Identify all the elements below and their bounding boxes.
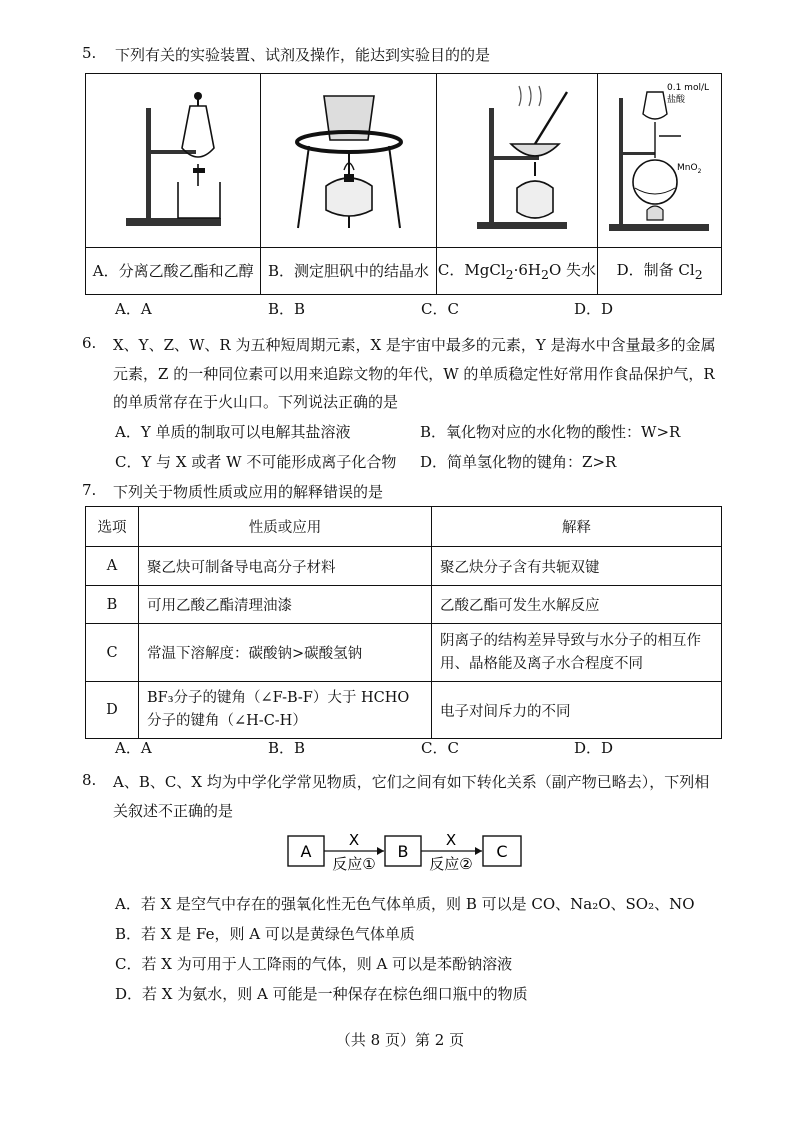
q7-row-c-property: 常温下溶解度：碳酸钠>碳酸氢钠 <box>139 624 432 682</box>
acid-name-label: 盐酸 <box>666 95 685 106</box>
crucible-on-tripod-burner-icon <box>274 78 424 238</box>
box-b-label: B <box>397 842 409 861</box>
q5-cell-b-image <box>261 74 436 248</box>
acid-concentration-label: 0.1 mol/L <box>666 83 709 94</box>
q6-option-c[interactable]: C．Y 与 X 或者 W 不可能形成离子化合物 <box>115 453 397 471</box>
q7-choice-c[interactable]: C．C <box>421 739 459 757</box>
q6-stem-line-2: 元素，Z 的一种同位素可以用来追踪文物的年代，W 的单质稳定性好常用作食品保护气，R <box>113 365 715 383</box>
q7-row-b-option: B <box>86 586 139 624</box>
q5-stem: 下列有关的实验装置、试剂及操作，能达到实验目的的是 <box>115 46 491 64</box>
q7-row-a-explanation: 聚乙炔分子含有共轭双键 <box>432 547 722 586</box>
q6-stem-line-1: X、Y、Z、W、R 为五种短周期元素，X 是宇宙中最多的元素，Y 是海水中含量最多的金属 <box>113 336 716 354</box>
q7-row-a-property: 聚乙炔可制备导电高分子材料 <box>139 547 432 586</box>
mno2-label: MnO <box>676 163 698 174</box>
q8-stem-line-1: A、B、C、X 均为中学化学常见物质，它们之间有如下转化关系（副产物已略去），下列相 <box>113 773 710 791</box>
q7-row-b-explanation: 乙酸乙酯可发生水解反应 <box>432 586 722 624</box>
q5-cell-d-image <box>598 74 722 248</box>
q6-option-d[interactable]: D．简单氢化物的键角：Z>R <box>420 453 617 471</box>
q5-cell-a-image <box>86 74 261 248</box>
box-c-label: C <box>496 842 508 861</box>
q7-header-explanation: 解释 <box>432 507 722 547</box>
q5-apparatus-table <box>85 73 722 295</box>
q6-option-a[interactable]: A．Y 单质的制取可以电解其盐溶液 <box>115 423 351 441</box>
arrow2-reagent: X <box>445 831 457 849</box>
q8-option-d[interactable]: D．若 X 为氨水，则 A 可能是一种保存在棕色细口瓶中的物质 <box>115 985 528 1003</box>
table-row <box>86 682 722 739</box>
q8-stem-line-2: 关叙述不正确的是 <box>113 802 234 820</box>
q8-number: 8. <box>82 771 97 789</box>
svg-text:MnO2 <box>677 163 702 175</box>
q7-row-a-option: A <box>86 547 139 586</box>
q5-label-c: C．$MgCl_2\cdot 6H_2O$ 失水 <box>436 247 598 294</box>
q5-choice-a[interactable]: A．A <box>115 300 152 318</box>
box-a-label: A <box>300 842 312 861</box>
q6-stem-line-3: 的单质常存在于火山口。下列说法正确的是 <box>113 393 399 411</box>
q7-row-d-explanation: 电子对间斥力的不同 <box>432 682 722 739</box>
arrow2-label: 反应② <box>429 855 473 873</box>
table-row <box>86 586 722 624</box>
q7-choice-d[interactable]: D．D <box>574 739 614 757</box>
table-row <box>86 547 722 586</box>
q7-row-c-option: C <box>86 624 139 682</box>
q5-choice-b[interactable]: B．B <box>268 300 306 318</box>
table-row <box>86 624 722 682</box>
arrow1-label: 反应① <box>332 855 376 873</box>
q7-number: 7. <box>82 481 97 499</box>
q8-option-c[interactable]: C．若 X 为可用于人工降雨的气体，则 A 可以是苯酚钠溶液 <box>115 955 513 973</box>
mno2-subscript: 2 <box>697 168 702 176</box>
page-footer: （共 8 页）第 2 页 <box>335 1031 465 1049</box>
q7-row-c-explanation: 阴离子的结构差异导致与水分子的相互作用、晶格能及离子水合程度不同 <box>432 624 722 682</box>
q7-header-option: 选项 <box>86 507 139 547</box>
q5-label-b: B．测定胆矾中的结晶水 <box>261 247 436 294</box>
q7-row-d-property: BF₃分子的键角（∠F-B-F）大于 HCHO 分子的键角（∠H-C-H） <box>139 682 432 739</box>
q7-choice-b[interactable]: B．B <box>268 739 306 757</box>
arrow1-reagent: X <box>348 831 360 849</box>
separatory-funnel-apparatus-icon <box>98 78 248 238</box>
q8-option-a[interactable]: A．若 X 是空气中存在的强氧化性无色气体单质，则 B 可以是 CO、Na₂O、SO₂、NO <box>115 895 695 913</box>
q5-cell-c-image <box>436 74 598 248</box>
q8-option-b[interactable]: B．若 X 是 Fe，则 A 可以是黄绿色气体单质 <box>115 925 415 943</box>
q7-choice-a[interactable]: A．A <box>115 739 152 757</box>
q6-number: 6. <box>82 334 97 352</box>
q5-label-a: A．分离乙酸乙酯和乙醇 <box>86 247 261 294</box>
evaporating-dish-apparatus-icon <box>447 78 587 238</box>
q7-row-b-property: 可用乙酸乙酯清理油漆 <box>139 586 432 624</box>
q7-stem: 下列关于物质性质或应用的解释错误的是 <box>113 483 384 501</box>
q5-label-d: D．制备 $Cl_2$ <box>598 247 722 294</box>
q5-number: 5. <box>82 44 97 62</box>
q5-choice-c[interactable]: C．C <box>421 300 459 318</box>
chlorine-generator-apparatus-icon <box>601 78 719 238</box>
q7-table <box>85 506 722 739</box>
q6-option-b[interactable]: B．氧化物对应的水化物的酸性：W>R <box>420 423 681 441</box>
q7-row-d-option: D <box>86 682 139 739</box>
q5-choice-d[interactable]: D．D <box>574 300 614 318</box>
q8-reaction-diagram <box>280 826 530 876</box>
q7-header-property: 性质或应用 <box>139 507 432 547</box>
